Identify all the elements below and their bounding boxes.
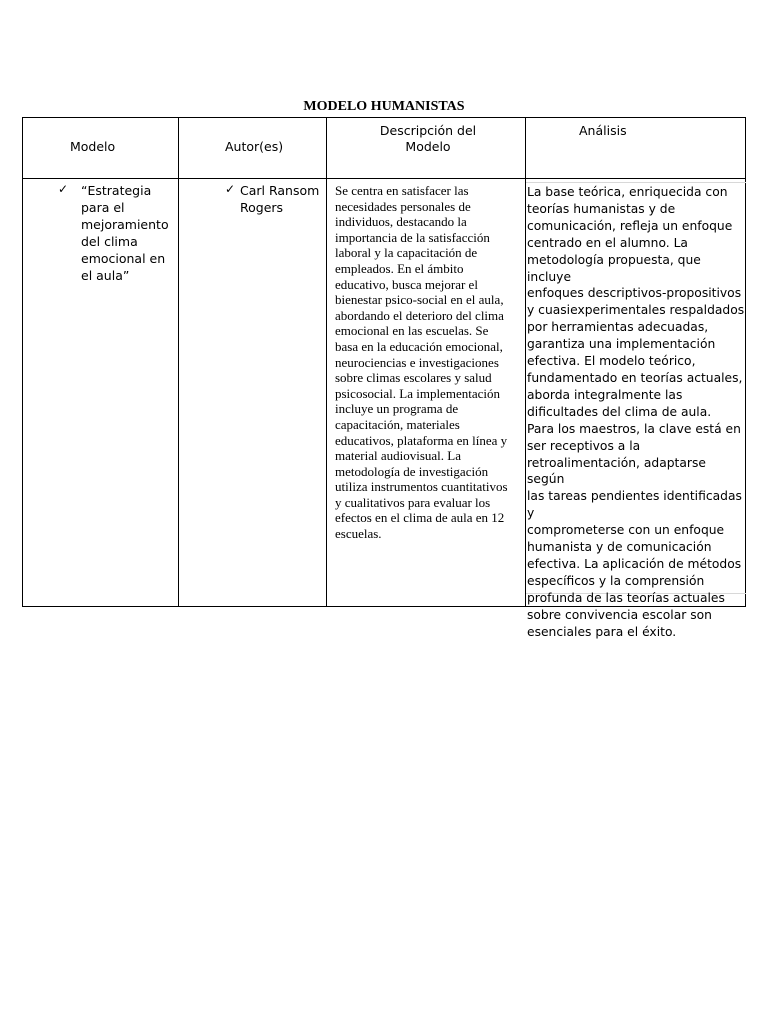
cell-analisis: La base teórica, enriquecida con teorías humanistas y de comunicación, refleja un enfoque centrado en el alumno. La metodología propuesta, que incluye enfoques descriptivos-propositivos y cuasiexperimentales respaldados por herramientas adecuadas, garantiza una implementación efectiva. El modelo teórico, fundamentado en teorías actuales, aborda integralmente las dificultades del clima de aula. Para los maestros, la clave está en ser receptivos a la retroalimentación, adaptarse según las tareas pendientes identificadas y comprometerse con un enfoque humanista y de comunicación efectiva. La aplicación de métodos específicos y la comprensión profunda de las teorías actuales sobre convivencia escolar son esenciales para el éxito. xyxy=(527,185,745,639)
cell-autor: Carl Ransom Rogers xyxy=(240,183,320,215)
checkmark-icon: ✓ xyxy=(58,182,69,196)
column-divider xyxy=(178,118,179,606)
column-divider xyxy=(326,118,327,606)
cell-descripcion: Se centra en satisfacer las necesidades personales de individuos, destacando la importancia de la satisfacción laboral y la capacitación de empleados. En el ámbito educativo, busca mejorar el bienestar psico-social en el aula, abordando el deterioro del clima emocional en las escuelas. Se basa en la educación emocional, neurociencias e investigaciones sobre climas escolares y salud psicosocial. La implementación incluye un programa de capacitación, materiales educativos, plataforma en línea y material audiovisual. La metodología de investigación utiliza instrumentos cuantitativos y cualitativos para evaluar los efectos en el clima de aula en 12 escuelas. xyxy=(335,183,508,542)
checkmark-icon: ✓ xyxy=(225,182,236,196)
cell-modelo: “Estrategia para el mejoramiento del clima emocional en el aula” xyxy=(81,183,169,283)
header-descripcion: Descripción del Modelo xyxy=(379,123,477,154)
header-divider xyxy=(23,178,745,179)
header-analisis: Análisis xyxy=(579,123,627,138)
header-autores: Autor(es) xyxy=(225,139,284,154)
header-modelo: Modelo xyxy=(70,139,116,154)
models-table xyxy=(22,117,746,639)
page-title: MODELO HUMANISTAS xyxy=(303,99,465,114)
